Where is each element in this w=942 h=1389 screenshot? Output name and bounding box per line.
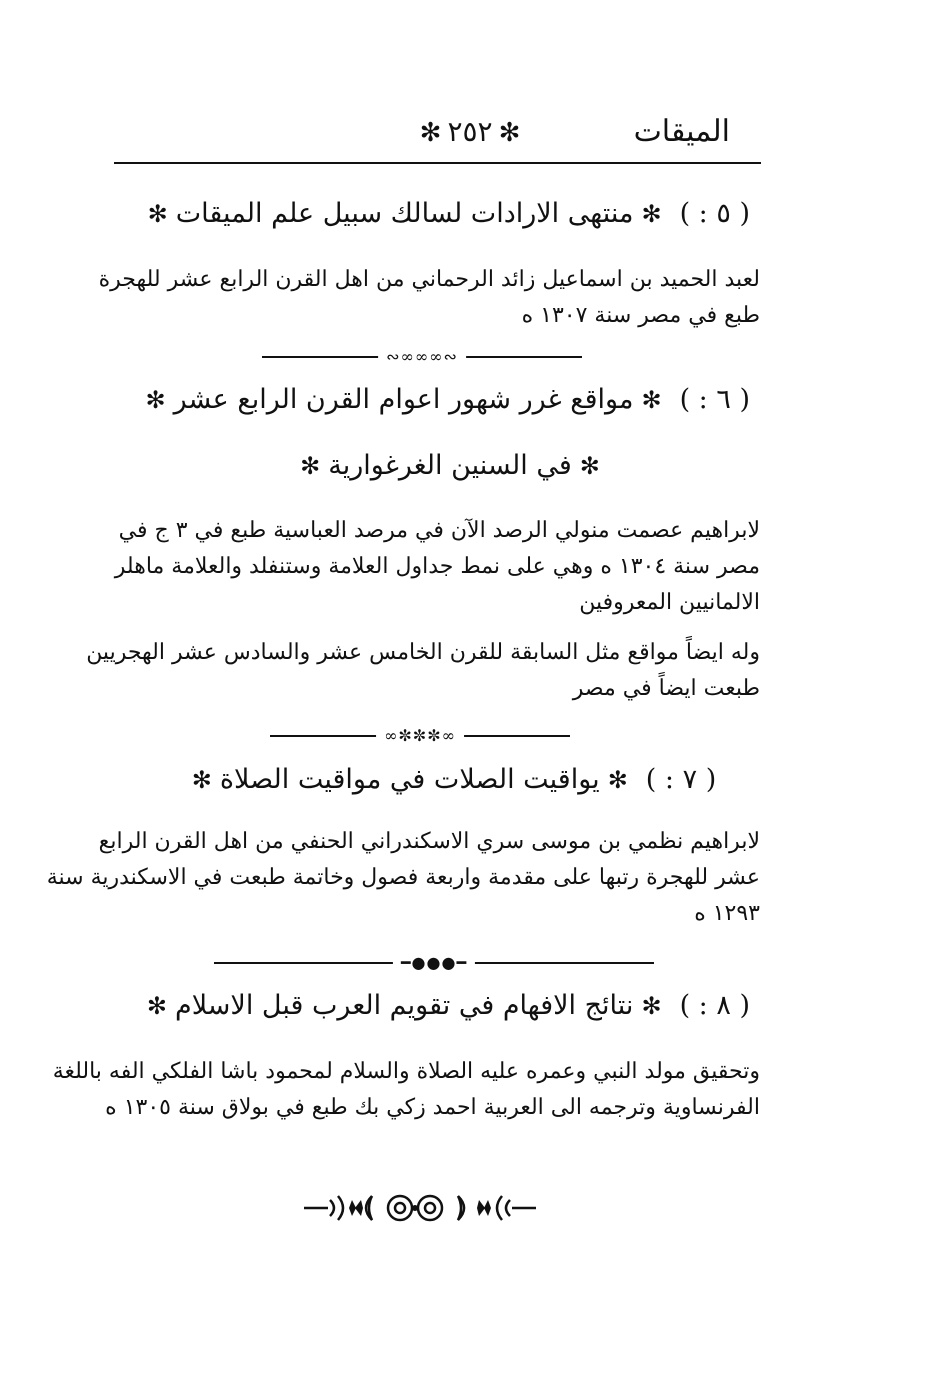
star-ornament-icon: ✻: [419, 118, 442, 148]
text-line: الالمانيين المعروفين: [579, 590, 760, 615]
entry-title: في السنين الغرغوارية: [328, 450, 572, 481]
text-line: لابراهيم عصمت منولي الرصد الآن في مرصد العباسية طبع في ٣ ج في: [118, 518, 760, 543]
star-ornament-icon: ✻: [498, 118, 521, 148]
star-ornament-icon: ✻: [579, 452, 600, 480]
text-line: الفرنساوية وترجمه الى العربية احمد زكي بك طبع في بولاق سنة ١٣٠٥ ه: [105, 1095, 760, 1120]
text-line: مصر سنة ١٣٠٤ ه وهي على نمط جداول العلامة وستنفلد والعلامة ماهلر: [114, 554, 760, 579]
star-ornament-icon: ✻: [641, 386, 662, 414]
star-ornament-icon: ✻: [145, 386, 166, 414]
entry-paragraph: [86, 635, 760, 707]
entry-heading-continued: [150, 444, 750, 488]
tailpiece-ornament-icon: [300, 1186, 540, 1230]
divider-ornament-icon: ━●●●━: [393, 953, 475, 973]
entry-title: يواقيت الصلات في مواقيت الصلاة: [219, 764, 600, 795]
entry-paragraph: [52, 1054, 760, 1126]
entry-paragraph: [46, 824, 760, 932]
entry-heading: [150, 758, 750, 802]
running-head: [110, 108, 760, 156]
entry-paragraph: [108, 513, 760, 621]
star-ornament-icon: ✻: [641, 992, 662, 1020]
ornamental-divider: [270, 726, 570, 746]
divider-ornament-icon: ∞✼✼✼∞: [376, 726, 464, 746]
star-ornament-icon: ✻: [641, 200, 662, 228]
text-line: لابراهيم نظمي بن موسى سري الاسكندراني الحنفي من اهل القرن الرابع: [98, 829, 760, 854]
text-line: طبعت ايضاً في مصر: [572, 676, 760, 701]
page-number: [400, 108, 540, 157]
entry-number: ( ٥ : ): [679, 198, 750, 229]
star-ornament-icon: ✻: [300, 452, 321, 480]
entry-title: نتائج الافهام في تقويم العرب قبل الاسلام: [174, 990, 634, 1021]
divider-ornament-icon: ∾∞∞∞∾: [378, 347, 466, 367]
text-line: عشر للهجرة رتبها على مقدمة واربعة فصول وخاتمة طبعت في الاسكندرية سنة: [46, 865, 760, 890]
entry-number: ( ٧ : ): [645, 764, 717, 795]
text-line: طبع في مصر سنة ١٣٠٧ ه: [521, 303, 760, 328]
ornamental-divider: [262, 347, 582, 367]
entry-number: ( ٨ : ): [679, 990, 750, 1021]
page-number-value: ٢٥٢: [447, 115, 493, 148]
star-ornament-icon: ✻: [607, 766, 628, 794]
entry-heading: [146, 984, 750, 1028]
entry-heading: [145, 378, 750, 422]
header-rule: [114, 162, 761, 164]
entry-title: مواقع غرر شهور اعوام القرن الرابع عشر: [173, 384, 634, 415]
star-ornament-icon: ✻: [146, 992, 167, 1020]
entry-number: ( ٦ : ): [679, 384, 750, 415]
star-ornament-icon: ✻: [147, 200, 168, 228]
text-line: وتحقيق مولد النبي وعمره عليه الصلاة والسلام لمحمود باشا الفلكي الفه باللغة: [52, 1059, 760, 1084]
running-head-title: الميقات: [633, 114, 730, 149]
ornamental-divider: [214, 953, 654, 973]
entry-heading: [147, 192, 750, 236]
star-ornament-icon: ✻: [191, 766, 212, 794]
entry-paragraph: [98, 262, 760, 334]
text-line: ١٢٩٣ ه: [694, 901, 760, 926]
text-line: لعبد الحميد بن اسماعيل زائد الرحماني من اهل القرن الرابع عشر للهجرة: [98, 267, 760, 292]
entry-title: منتهى الارادات لسالك سبيل علم الميقات: [175, 198, 634, 229]
text-line: وله ايضاً مواقع مثل السابقة للقرن الخامس عشر والسادس عشر الهجريين: [86, 640, 760, 665]
